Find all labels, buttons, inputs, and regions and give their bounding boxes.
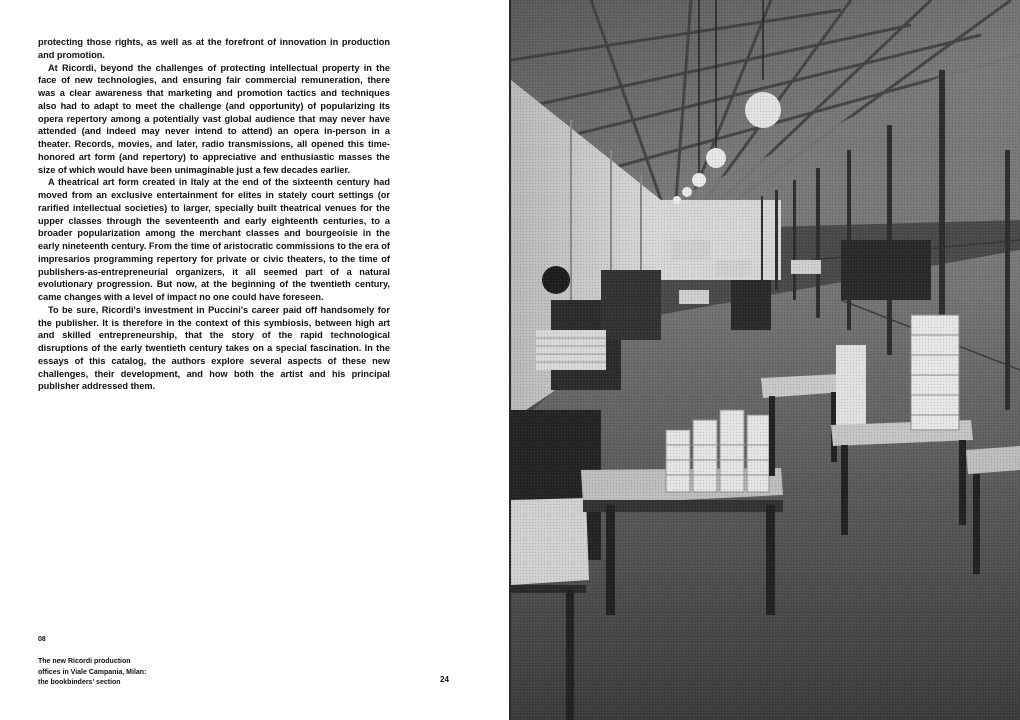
paragraph: At Ricordi, beyond the challenges of protecting intellectual property in the face of new technologies, and ensuring fair commercial remuneration, there was a clear awareness that marketing and promotion tactics and techniques also had to adapt to meet the challenge (and opportunity) of popularizing its opera repertory among a potentially vast global audience that may never have attended (and indeed may never intend to attend) an opera in-person in a theater. Records, movies, and later, radio transmissions, all opened this time-honored art form (and repertory) to appreciative and enthusiastic masses the size of which would have been unimaginable just a few decades earlier. (38, 62, 390, 175)
caption-line: The new Ricordi production (38, 658, 131, 665)
paragraph: To be sure, Ricordi's investment in Puccini's career paid off handsomely for the publisher. It is therefore in the context of this symbiosis, between high art and skilled entrepreneurship, that the story of the rapid technological disruptions of the early twentieth century takes on a special fascination. In the essays of this catalog, the authors explore several aspects of these new challenges, their development, and how both the artist and his principal publisher addressed them. (38, 304, 390, 392)
body-text (38, 36, 390, 393)
page-number: 24 (440, 675, 449, 684)
caption-line: the bookbinders' section (38, 679, 121, 686)
photo-illustration (511, 0, 1020, 720)
workshop-photo (511, 0, 1020, 720)
figure-number: 08 (38, 636, 46, 643)
paragraph: protecting those rights, as well as at the forefront of innovation in production and promotion. (38, 37, 390, 60)
paragraph: A theatrical art form created in Italy at the end of the sixteenth century had moved from an exclusive entertainment for elites in stately court settings (or rarified intellectual societies) to larger, specially built theatrical venues for the upper classes through the seventeenth and early eighteenth centuries, to a broader popularization among the merchant classes and bourgeoisie in the early nineteenth century. From the time of aristocratic commissions to the era of impresarios programming repertory for private or civic theaters, to the time of publishers-as-entrepreneurial organizers, it all seemed part of a natural evolutionary progression. But now, at the beginning of the twentieth century, came changes with a level of impact no one could have foreseen. (38, 177, 390, 302)
figure-caption (38, 657, 178, 689)
caption-line: offices in Viale Campania, Milan: (38, 668, 147, 676)
